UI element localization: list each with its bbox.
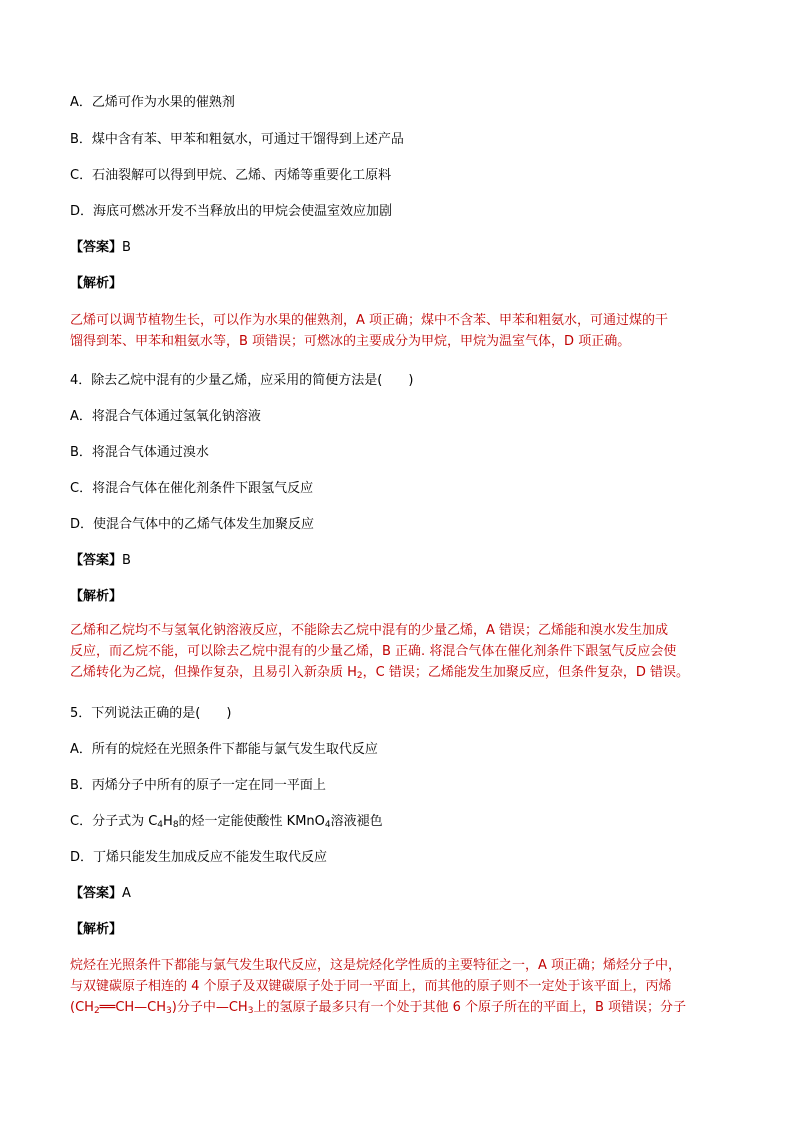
q3-answer [70, 239, 131, 256]
answer-tag: 【答案】 [70, 553, 123, 568]
q3-analysis-tag: 【解析】 [70, 276, 123, 291]
analysis-line: 乙烯转化为乙烷，但操作复杂，且易引入新杂质 $H_2$，C 错误；乙烯能发生加聚反应，但条件复杂，D 错误。 [70, 665, 690, 681]
q4-stem: 4．除去乙烷中混有的少量乙烯，应采用的简便方法是( ) [70, 373, 414, 388]
q4-analysis-tag: 【解析】 [70, 589, 123, 604]
q4-option-c: C．将混合气体在催化剂条件下跟氢气反应 [70, 481, 314, 496]
answer-value: A [122, 886, 131, 901]
analysis-line: $(CH_2══CH—CH_3)$分子中$—CH_3$上的氢原子最多只有一个处于其他 6 个原子所在的平面上，B 项错误；分子 [70, 1000, 687, 1016]
answer-value: B [122, 553, 131, 568]
q3-analysis [70, 310, 732, 352]
q4-analysis [70, 620, 732, 683]
q3-option-d: D．海底可燃冰开发不当释放出的甲烷会使温室效应加剧 [70, 204, 393, 219]
q4-option-a: A．将混合气体通过氢氧化钠溶液 [70, 409, 261, 424]
q4-option-b: B．将混合气体通过溴水 [70, 445, 209, 460]
analysis-line: 馏得到苯、甲苯和粗氨水等，B 项错误；可燃冰的主要成分为甲烷，甲烷为温室气体，D 项正确。 [70, 334, 631, 349]
answer-tag: 【答案】 [70, 886, 123, 901]
q5-answer [70, 885, 131, 902]
answer-value: B [122, 240, 131, 255]
q5-option-b: B．丙烯分子中所有的原子一定在同一平面上 [70, 778, 326, 793]
q5-option-a: A．所有的烷烃在光照条件下都能与氯气发生取代反应 [70, 742, 378, 757]
q3-option-a: A．乙烯可作为水果的催熟剂 [70, 95, 235, 110]
q5-analysis-tag: 【解析】 [70, 922, 123, 937]
q3-option-c: C．石油裂解可以得到甲烷、乙烯、丙烯等重要化工原料 [70, 168, 392, 183]
q3-option-b: B．煤中含有苯、甲苯和粗氨水，可通过干馏得到上述产品 [70, 132, 404, 147]
analysis-line: 烷烃在光照条件下都能与氯气发生取代反应，这是烷烃化学性质的主要特征之一，A 项正确；烯烃分子中， [70, 958, 682, 973]
q4-answer [70, 552, 131, 569]
q5-stem: 5．下列说法正确的是( ) [70, 706, 232, 721]
q5-option-d: D．丁烯只能发生加成反应不能发生取代反应 [70, 850, 328, 865]
q4-option-d: D．使混合气体中的乙烯气体发生加聚反应 [70, 517, 315, 532]
q5-option-c: C．分子式为 $C_4H_8$的烃一定能使酸性 KMnO$_4$溶液褪色 [70, 814, 383, 830]
answer-tag: 【答案】 [70, 240, 123, 255]
analysis-line: 与双键碳原子相连的 4 个原子及双键碳原子处于同一平面上，而其他的原子则不一定处于该平面上，丙烯 [70, 979, 672, 994]
q5-analysis [70, 955, 732, 1018]
analysis-line: 反应，而乙烷不能，可以除去乙烷中混有的少量乙烯，B 正确. 将混合气体在催化剂条件下跟氢气反应会使 [70, 644, 677, 659]
analysis-line: 乙烯和乙烷均不与氢氧化钠溶液反应，不能除去乙烷中混有的少量乙烯，A 错误；乙烯能和溴水发生加成 [70, 623, 669, 638]
analysis-line: 乙烯可以调节植物生长，可以作为水果的催熟剂，A 项正确；煤中不含苯、甲苯和粗氨水，可通过煤的干 [70, 313, 669, 328]
